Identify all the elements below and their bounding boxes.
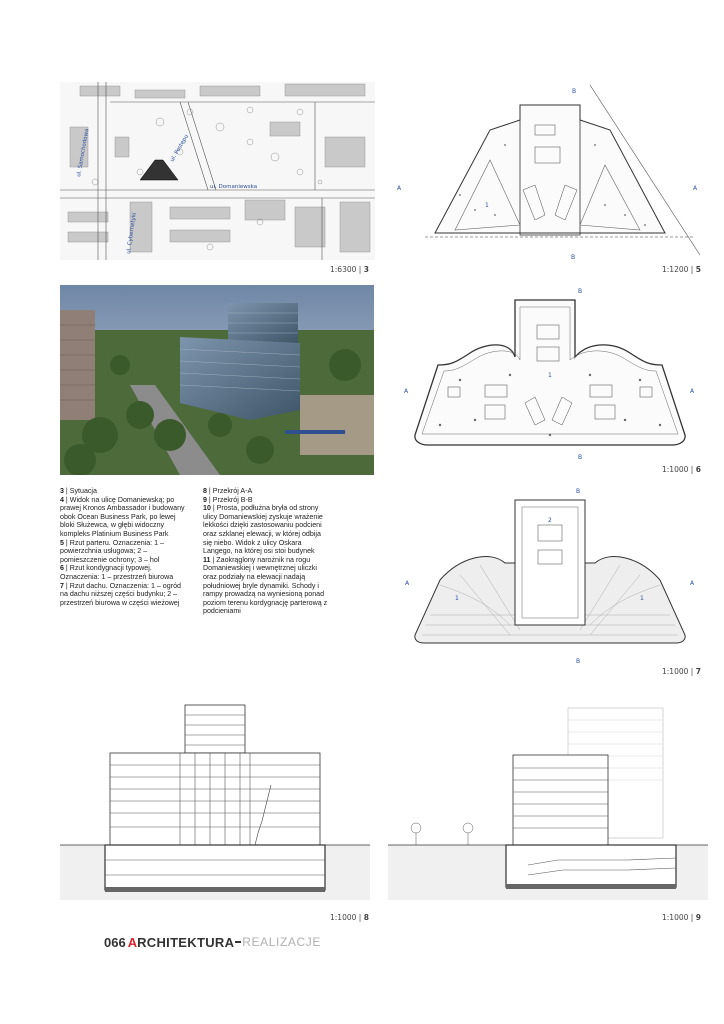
section-bb-drawing <box>388 700 708 900</box>
caption-7: 7 | Rzut dachu. Oznaczenia: 1 – ogród na dachu niższej części budynku; 2 – przestrzeń biurowa w części wieżowej <box>60 581 181 607</box>
roof-plan-label-1-right: 1 <box>640 595 644 602</box>
caption-9: 9 | Przekrój B-B <box>203 495 253 504</box>
roof-plan-label-2: 2 <box>548 517 552 524</box>
section-aa-scale: 1:1000 | 8 <box>330 913 369 922</box>
roof-plan <box>400 485 700 665</box>
caption-3: 3 | Sytuacja <box>60 487 97 495</box>
typical-plan-mark-a-left: A <box>404 388 409 395</box>
page-footer <box>104 932 321 952</box>
caption-10: 10 | Prosta, podłużna bryła od strony ulicy Domaniewskiej zyskuje wrażenie lekkości dzięki zastosowaniu podcieni oraz szklanej elewacji, w której odbija się niebo. Widok z ulicy Oskara Langego, na której osi stoi budynek <box>203 504 323 556</box>
section-aa <box>60 695 370 900</box>
caption-4: 4 | Widok na ulicę Domaniewską; po prawej Kronos Ambassador i budowany obok Ocean Business Park, po lewej bloki Służewca, w głębi widoczny kompleks Platinium Business Park <box>60 495 185 538</box>
footer-separator <box>235 941 241 943</box>
roof-plan-mark-a-right: A <box>690 580 695 587</box>
roof-plan-drawing <box>400 485 700 665</box>
caption-5: 5 | Rzut parteru. Oznaczenia: 1 – powierzchnia usługowa; 2 – pomieszczenie ochrony; 3 – hol <box>60 538 164 564</box>
roof-plan-label-1-left: 1 <box>455 595 459 602</box>
building-photo <box>60 285 374 475</box>
magazine-name: RCHITEKTURA <box>137 934 235 950</box>
roof-plan-mark-b-bottom: B <box>576 658 581 665</box>
typical-plan-mark-a-right: A <box>690 388 695 395</box>
typical-plan-mark-b-bottom: B <box>578 454 583 460</box>
roof-plan-scale: 1:1000 | 7 <box>662 667 701 676</box>
ground-floor-plan-drawing <box>395 85 715 260</box>
roof-plan-mark-a-left: A <box>405 580 410 587</box>
page-number: 066 <box>104 934 126 950</box>
caption-11: 11 | Zaokrąglony narożnik na rogu Domaniewskiej i wewnętrznej uliczki oraz podziały na elewacji nadają południowej bryle dynamiki. Schody i rampy prowadzą na wyniesioną ponad poziom terenu kordygnację parterową z podcieniami <box>203 555 328 616</box>
street-samochodowa: ul. Samochodowa <box>76 128 91 178</box>
caption-6: 6 | Rzut kondygnacji typowej. Oznaczenia: 1 – przestrzeń biurowa <box>60 564 174 581</box>
ground-plan-mark-a-right: A <box>693 185 698 192</box>
captions-left-column <box>60 487 190 607</box>
roof-plan-mark-b-top: B <box>576 488 581 495</box>
caption-8: 8 | Przekrój A-A <box>203 487 253 495</box>
site-map <box>60 82 375 260</box>
ground-floor-plan-scale: 1:1200 | 5 <box>662 265 701 274</box>
magazine-logo-a: A <box>127 934 138 950</box>
building-photo-illustration <box>60 285 374 475</box>
typical-plan-label-1: 1 <box>548 372 552 379</box>
ground-plan-mark-a-left: A <box>397 185 402 192</box>
typical-floor-plan-drawing <box>400 285 700 460</box>
section-bb-scale: 1:1000 | 9 <box>662 913 701 922</box>
street-cybernetyki: ul. Cybernetyki <box>126 212 138 255</box>
site-map-drawing <box>60 82 375 260</box>
typical-floor-plan-scale: 1:1000 | 6 <box>662 465 701 474</box>
ground-plan-label-1: 1 <box>485 202 489 209</box>
site-map-scale: 1:6300 | 3 <box>330 265 369 274</box>
typical-plan-mark-b-top: B <box>578 288 583 295</box>
section-bb <box>388 700 708 900</box>
section-aa-drawing <box>60 695 370 900</box>
captions-right-column <box>203 487 331 616</box>
ground-floor-plan <box>395 85 715 260</box>
magazine-section: REALIZACJE <box>242 935 321 949</box>
ground-plan-mark-b-bottom: B <box>571 254 576 260</box>
street-domaniewska: ul. Domaniewska <box>210 184 258 190</box>
street-postepu: ul. Postępu <box>169 133 190 163</box>
ground-plan-mark-b-top: B <box>572 88 577 95</box>
typical-floor-plan <box>400 285 700 460</box>
